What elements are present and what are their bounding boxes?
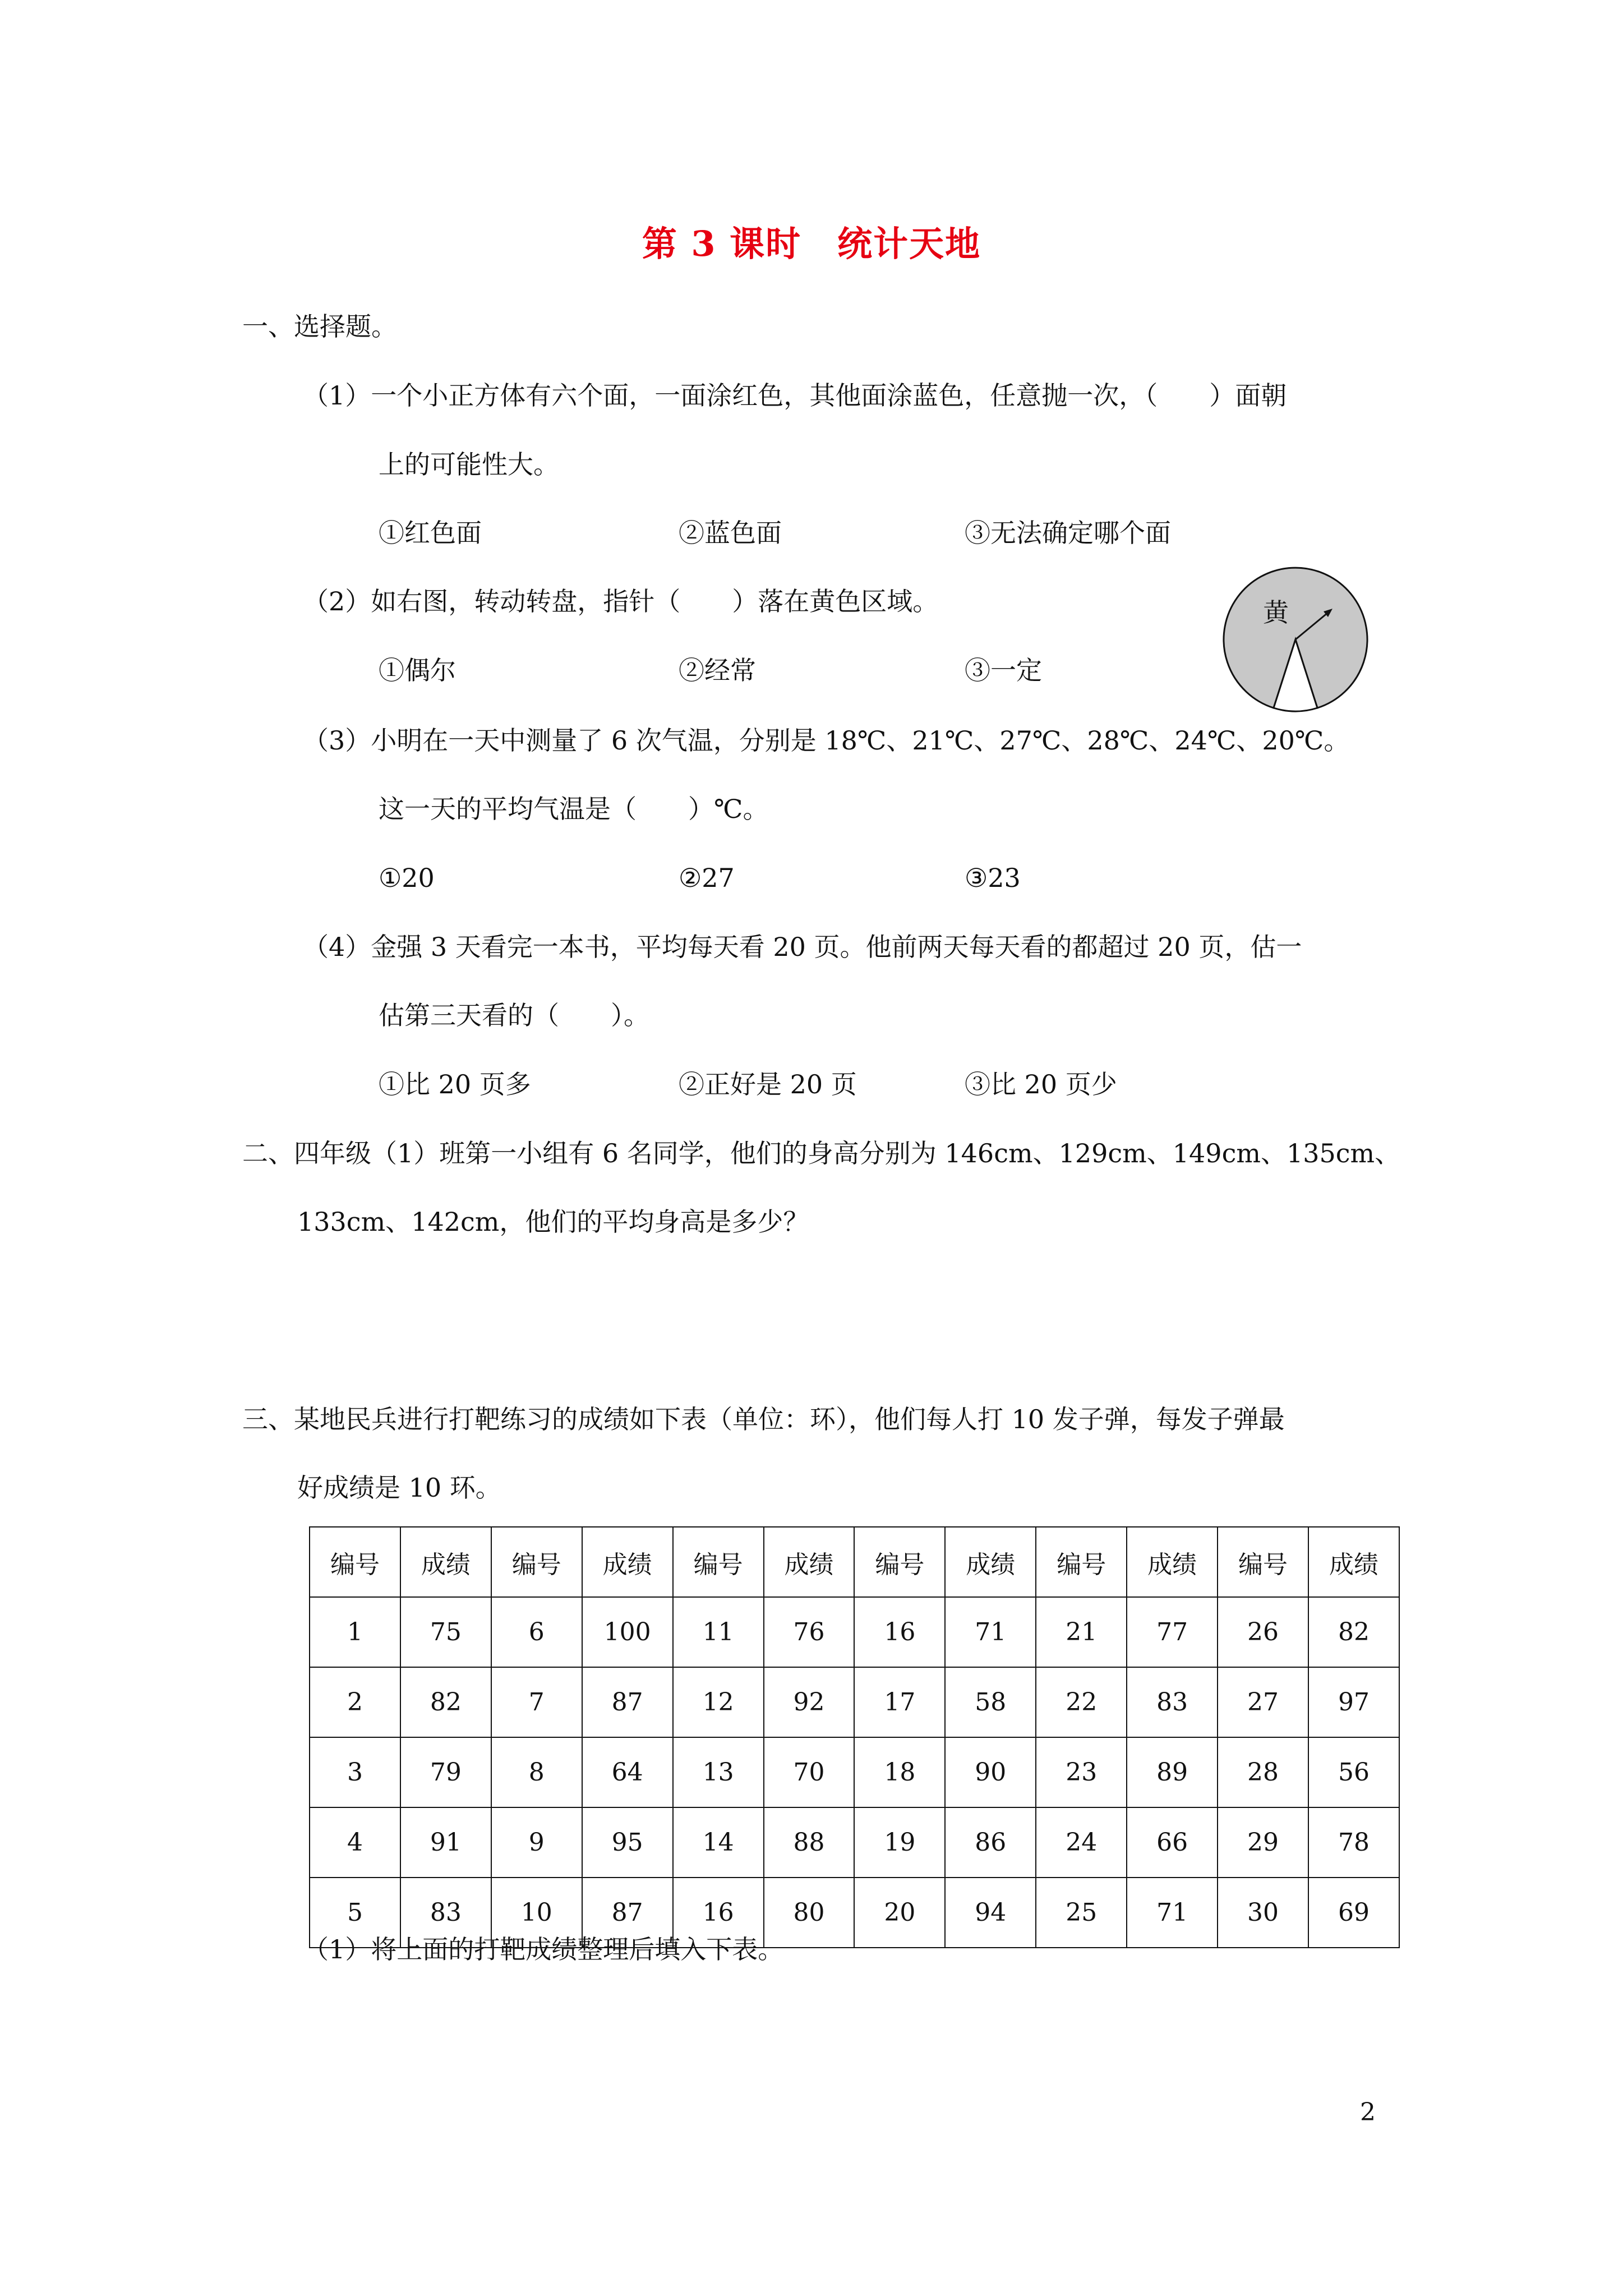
table-cell: 11: [673, 1597, 764, 1667]
table-header-cell: 成绩: [764, 1527, 855, 1597]
q3-option-3: ③23: [965, 863, 1021, 893]
spinner-diagram: [1223, 567, 1368, 712]
table-cell: 75: [400, 1597, 491, 1667]
table-header-row: [310, 1527, 1399, 1597]
table-row: [310, 1807, 1399, 1878]
table-cell: 10: [491, 1878, 582, 1948]
table-cell: 17: [854, 1667, 945, 1737]
table-cell: 78: [1308, 1807, 1399, 1878]
table-cell: 23: [1036, 1737, 1127, 1807]
table-cell: 14: [673, 1807, 764, 1878]
table-cell: 92: [764, 1667, 855, 1737]
table-cell: 29: [1218, 1807, 1308, 1878]
table-cell: 56: [1308, 1737, 1399, 1807]
table-cell: 6: [491, 1597, 582, 1667]
table-cell: 82: [400, 1667, 491, 1737]
table-cell: 5: [310, 1878, 400, 1948]
q4-line2: 估第三天看的（ ）。: [379, 1000, 649, 1030]
table-cell: 27: [1218, 1667, 1308, 1737]
table-cell: 71: [1127, 1878, 1218, 1948]
q4-line1: （4）金强 3 天看完一本书，平均每天看 20 页。他前两天每天看的都超过 20 页，估一: [303, 932, 1302, 962]
q3-option-1: ①20: [379, 863, 435, 893]
table-header-cell: 成绩: [582, 1527, 673, 1597]
table-cell: 1: [310, 1597, 400, 1667]
table-cell: 30: [1218, 1878, 1308, 1948]
table-cell: 87: [582, 1667, 673, 1737]
table-header-cell: 成绩: [1308, 1527, 1399, 1597]
section-3-line1: 三、某地民兵进行打靶练习的成绩如下表（单位：环），他们每人打 10 发子弹，每发子弹最: [242, 1404, 1285, 1434]
table-cell: 69: [1308, 1878, 1399, 1948]
table-cell: 28: [1218, 1737, 1308, 1807]
table-cell: 71: [945, 1597, 1036, 1667]
q1-line1: （1）一个小正方体有六个面，一面涂红色，其他面涂蓝色，任意抛一次，（ ）面朝: [303, 380, 1287, 411]
table-cell: 95: [582, 1807, 673, 1878]
table-cell: 70: [764, 1737, 855, 1807]
q4-option-3: ③比 20 页少: [965, 1069, 1117, 1099]
table-cell: 58: [945, 1667, 1036, 1737]
table-header-cell: 编号: [1218, 1527, 1308, 1597]
table-header-cell: 编号: [854, 1527, 945, 1597]
table-cell: 13: [673, 1737, 764, 1807]
table-cell: 18: [854, 1737, 945, 1807]
table-cell: 2: [310, 1667, 400, 1737]
table-cell: 83: [400, 1878, 491, 1948]
page-number: 2: [1360, 2098, 1376, 2127]
table-header-cell: 成绩: [1127, 1527, 1218, 1597]
section-2-line2: 133cm、142cm，他们的平均身高是多少？: [297, 1207, 809, 1237]
table-cell: 90: [945, 1737, 1036, 1807]
page-title: 第 3 课时 统计天地: [642, 223, 981, 264]
table-cell: 19: [854, 1807, 945, 1878]
q3-line2: 这一天的平均气温是（ ）℃。: [379, 794, 769, 824]
q2-line1: （2）如右图，转动转盘，指针（ ）落在黄色区域。: [303, 586, 939, 616]
table-cell: 82: [1308, 1597, 1399, 1667]
table-row: [310, 1597, 1399, 1667]
table-cell: 91: [400, 1807, 491, 1878]
table-header-cell: 成绩: [400, 1527, 491, 1597]
table-cell: 20: [854, 1878, 945, 1948]
table-cell: 76: [764, 1597, 855, 1667]
table-header-cell: 编号: [673, 1527, 764, 1597]
table-cell: 97: [1308, 1667, 1399, 1737]
table-cell: 7: [491, 1667, 582, 1737]
q2-option-2: ②经常: [679, 655, 756, 685]
section-2-line1: 二、四年级（1）班第一小组有 6 名同学，他们的身高分别为 146cm、129cm、149cm、135cm、: [242, 1138, 1401, 1168]
q1-line2: 上的可能性大。: [379, 449, 559, 480]
score-table: [309, 1526, 1400, 1948]
section-1-heading: 一、选择题。: [242, 311, 397, 342]
table-cell: 87: [582, 1878, 673, 1948]
section-3-sub1: （1）将上面的打靶成绩整理后填入下表。: [303, 1934, 784, 1964]
q3-line1: （3）小明在一天中测量了 6 次气温，分别是 18℃、21℃、27℃、28℃、24℃、20℃。: [303, 725, 1350, 756]
table-cell: 16: [673, 1878, 764, 1948]
table-cell: 4: [310, 1807, 400, 1878]
table-header-cell: 编号: [491, 1527, 582, 1597]
table-cell: 86: [945, 1807, 1036, 1878]
q2-option-3: ③一定: [965, 655, 1042, 685]
table-cell: 100: [582, 1597, 673, 1667]
table-cell: 24: [1036, 1807, 1127, 1878]
spinner-label: 黄: [1263, 597, 1289, 628]
table-cell: 64: [582, 1737, 673, 1807]
table-cell: 80: [764, 1878, 855, 1948]
table-header-cell: 成绩: [945, 1527, 1036, 1597]
table-cell: 8: [491, 1737, 582, 1807]
table-cell: 16: [854, 1597, 945, 1667]
table-cell: 89: [1127, 1737, 1218, 1807]
table-cell: 88: [764, 1807, 855, 1878]
table-row: [310, 1667, 1399, 1737]
table-cell: 79: [400, 1737, 491, 1807]
table-cell: 25: [1036, 1878, 1127, 1948]
table-cell: 12: [673, 1667, 764, 1737]
q3-option-2: ②27: [679, 863, 735, 893]
q1-option-2: ②蓝色面: [679, 518, 782, 548]
q1-option-3: ③无法确定哪个面: [965, 518, 1171, 548]
table-cell: 77: [1127, 1597, 1218, 1667]
table-cell: 83: [1127, 1667, 1218, 1737]
table-header-cell: 编号: [310, 1527, 400, 1597]
q1-option-1: ①红色面: [379, 518, 482, 548]
q2-option-1: ①偶尔: [379, 655, 456, 685]
table-cell: 3: [310, 1737, 400, 1807]
q4-option-1: ①比 20 页多: [379, 1069, 531, 1099]
table-cell: 22: [1036, 1667, 1127, 1737]
table-row: [310, 1737, 1399, 1807]
q4-option-2: ②正好是 20 页: [679, 1069, 857, 1099]
table-cell: 66: [1127, 1807, 1218, 1878]
table-cell: 26: [1218, 1597, 1308, 1667]
table-header-cell: 编号: [1036, 1527, 1127, 1597]
section-3-line2: 好成绩是 10 环。: [297, 1473, 501, 1503]
table-cell: 94: [945, 1878, 1036, 1948]
table-cell: 21: [1036, 1597, 1127, 1667]
table-cell: 9: [491, 1807, 582, 1878]
